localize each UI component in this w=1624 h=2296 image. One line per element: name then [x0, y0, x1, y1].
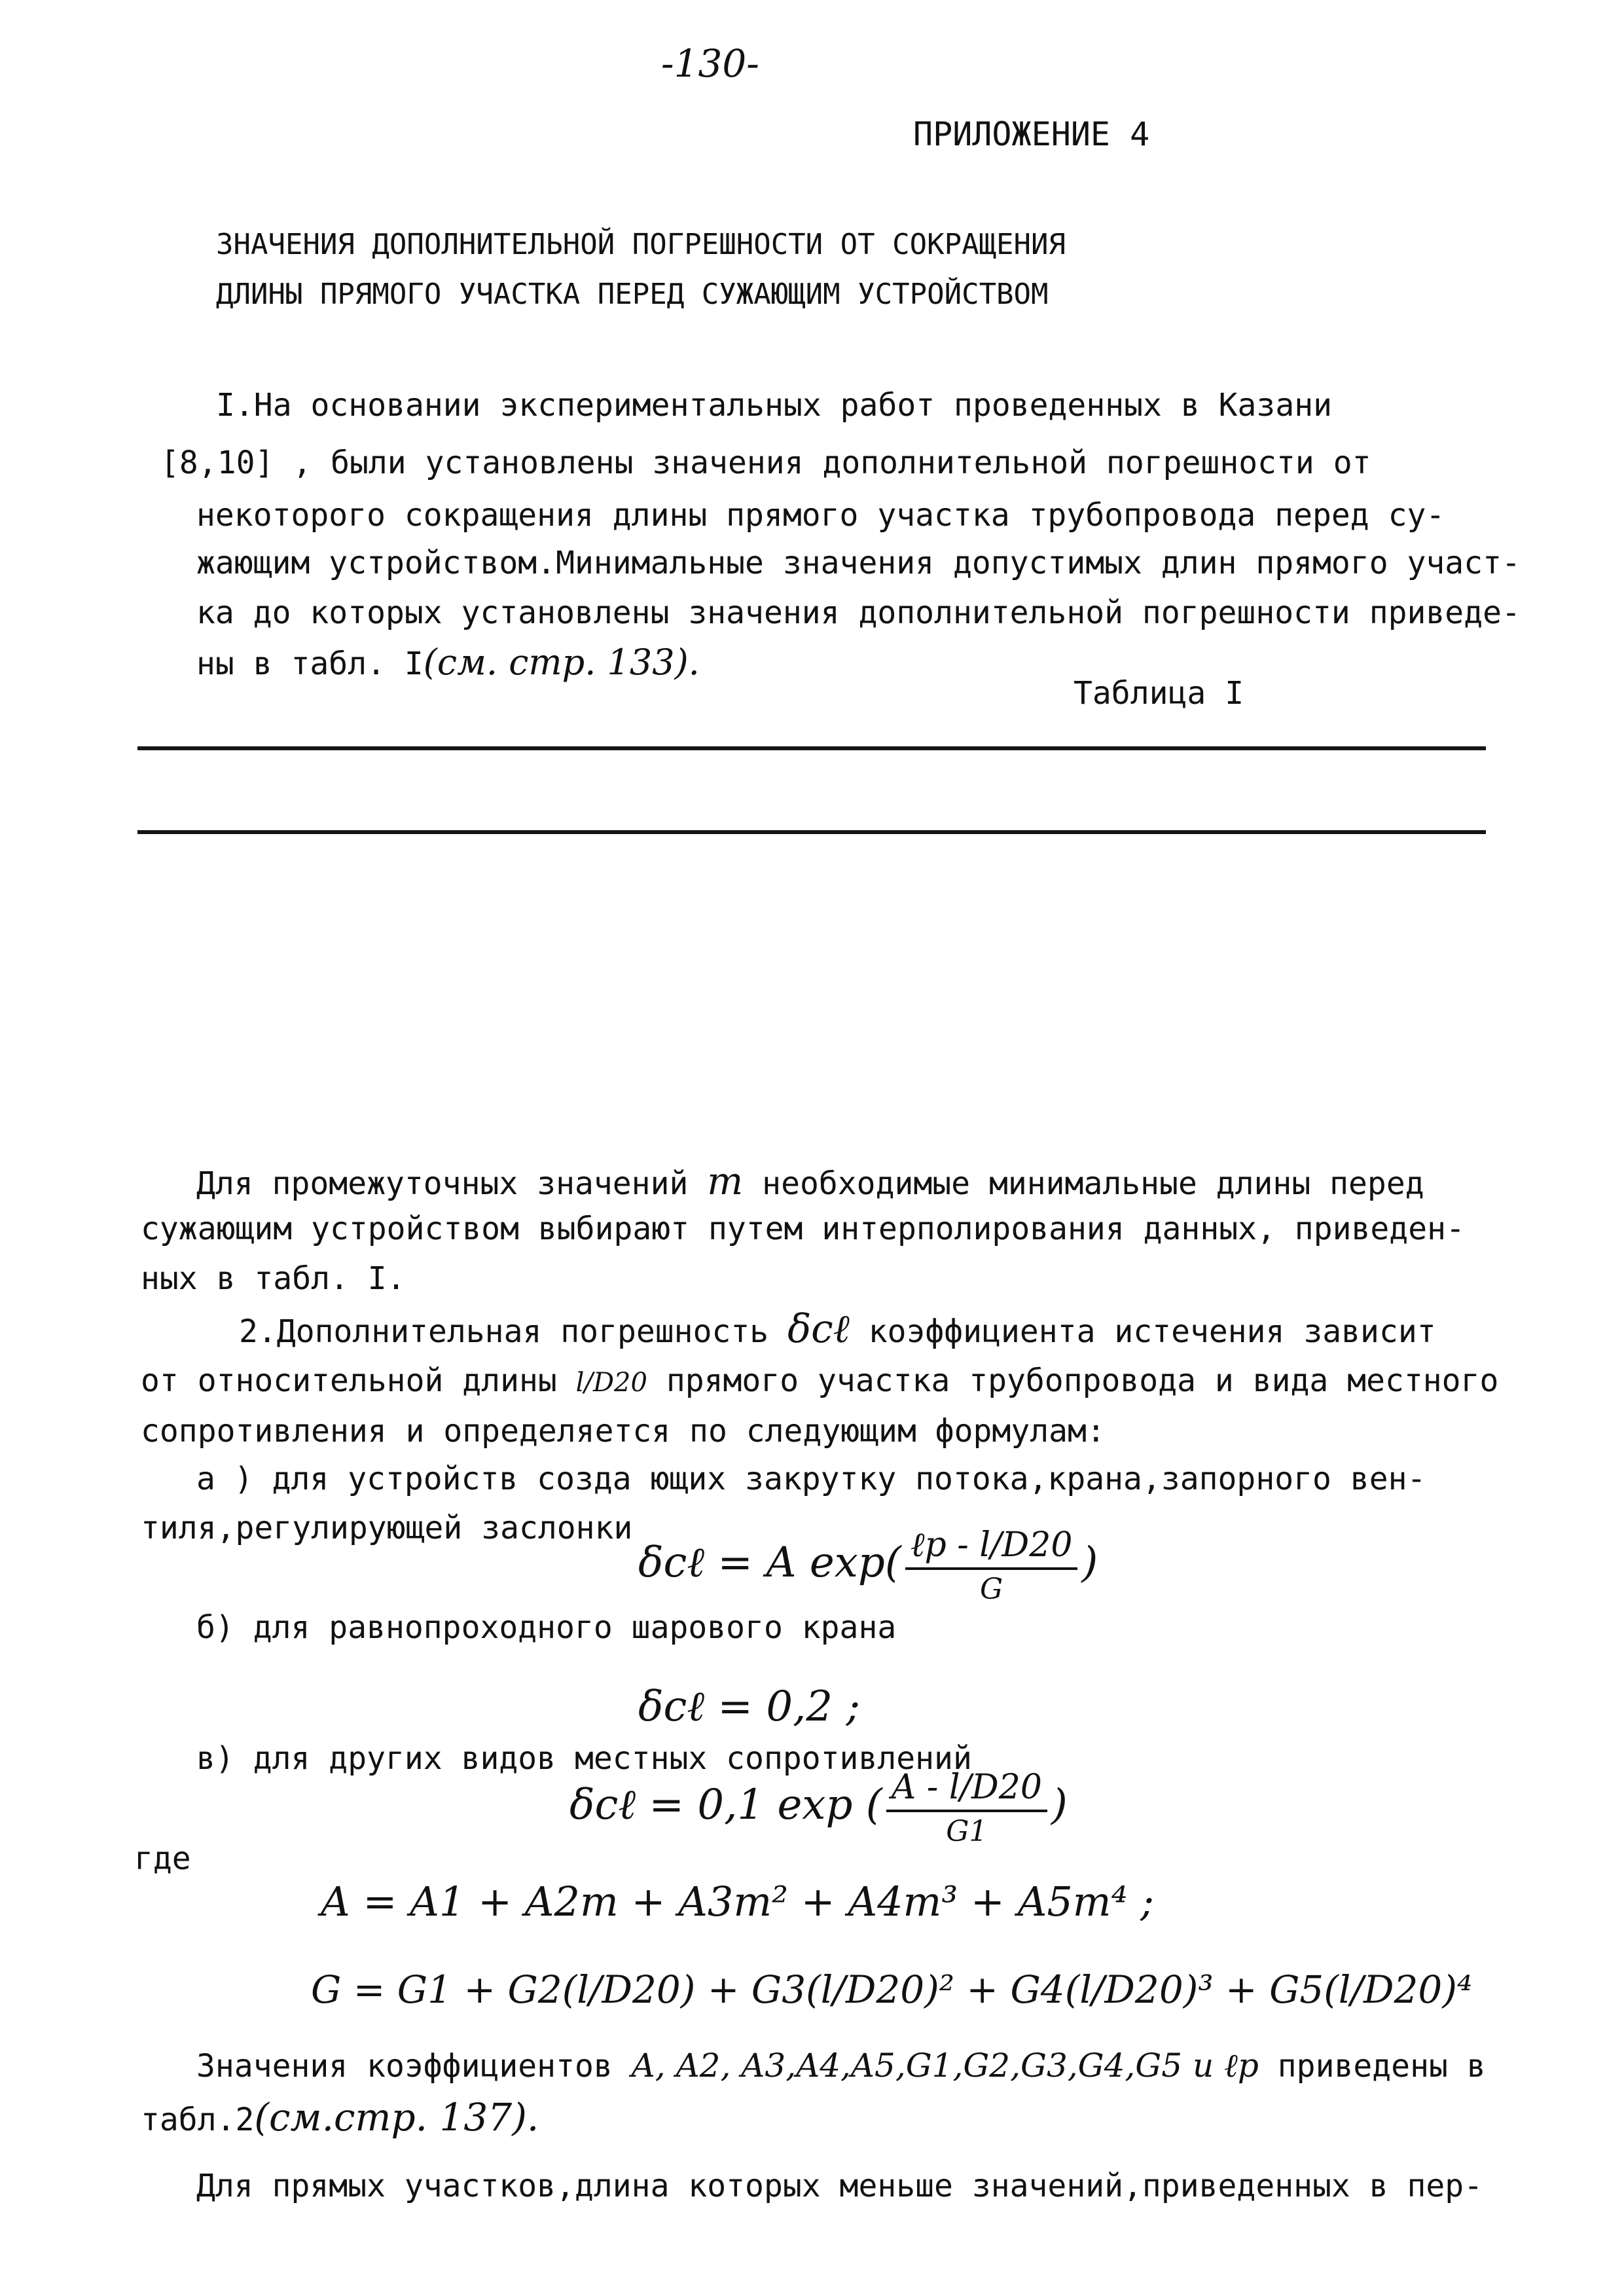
paragraph-1-line-2: [8,10] , были установлены значения дополнительной погрешности от: [160, 445, 1371, 481]
paragraph-1-line-5: ка до которых установлены значения дополнительной погрешности приведе-: [196, 594, 1521, 631]
formula-case-c-numerator: A - l/D20: [886, 1768, 1047, 1812]
coefficients-symbols: A, A2, A3,A4,A5,G1,G2,G3,G4,G5 и ℓр: [631, 2047, 1259, 2085]
formula-case-c-fraction: [886, 1768, 1047, 1848]
case-b-line: б) для равнопроходного шарового крана: [196, 1609, 897, 1646]
formula-A: A = A1 + A2m + A3m² + A4m³ + A5m⁴ ;: [321, 1878, 1155, 1925]
item-2-text-c: от относительной длины: [141, 1362, 557, 1399]
paragraph-1-line-4: жающим устройством.Минимальные значения допустимых длин прямого участ-: [196, 545, 1521, 581]
formula-case-a-denominator: G: [980, 1573, 1003, 1606]
item-2-line-1: [239, 1306, 1436, 1352]
coefficients-reference-handwritten: (см.стр. 137).: [254, 2095, 539, 2140]
formula-case-c: [569, 1768, 1068, 1848]
formula-G: G = G1 + G2(l/D20) + G3(l/D20)² + G4(l/D20)³ + G5(l/D20)⁴: [311, 1967, 1473, 2012]
page-title-line-2: ДЛИНЫ ПРЯМОГО УЧАСТКА ПЕРЕД СУЖАЮЩИМ УСТРОЙСТВОМ: [216, 278, 1049, 311]
formula-case-a-lhs: δcℓ = A exp(: [638, 1539, 901, 1587]
paragraph-2-line-1: [196, 1159, 1424, 1203]
paragraph-1-line-6-text: ны в табл. I: [196, 646, 424, 682]
m-symbol: m: [707, 1159, 744, 1203]
last-line: Для прямых участков,длина которых меньше значений,приведенных в пер-: [196, 2168, 1483, 2204]
case-a-line-2: тиля,регулирующей заслонки: [141, 1510, 633, 1546]
formula-case-a-rhs: ): [1081, 1539, 1098, 1587]
appendix-label: ПРИЛОЖЕНИЕ 4: [913, 115, 1150, 153]
item-2-text-b: коэффициента истечения зависит: [868, 1313, 1436, 1350]
coefficients-text-a: Значения коэффициентов: [196, 2048, 613, 2085]
page-reference-handwritten: (см. стр. 133).: [423, 642, 700, 683]
page-title-line-1: ЗНАЧЕНИЯ ДОПОЛНИТЕЛЬНОЙ ПОГРЕШНОСТИ ОТ СОКРАЩЕНИЯ: [216, 228, 1066, 261]
item-2-text-a: 2.Дополнительная погрешность: [239, 1313, 769, 1350]
case-c-line: в) для других видов местных сопротивлений: [196, 1740, 972, 1777]
paragraph-1-line-3: некоторого сокращения длины прямого участка трубопровода перед су-: [196, 497, 1445, 534]
table-top-rule: [137, 746, 1486, 750]
formula-case-b: δcℓ = 0,2 ;: [638, 1683, 861, 1731]
delta-symbol: δcℓ: [787, 1306, 850, 1352]
coefficients-line-2: [141, 2095, 539, 2140]
coefficients-line-1: [196, 2047, 1486, 2085]
paragraph-1-line-6: [196, 642, 700, 683]
formula-case-c-lhs: δcℓ = 0,1 exp (: [569, 1781, 882, 1829]
formula-case-a-fraction: [905, 1525, 1078, 1606]
formula-case-a: [638, 1525, 1098, 1606]
item-2-line-3: сопротивления и определяется по следующим формулам:: [141, 1413, 1106, 1449]
item-2-text-d: прямого участка трубопровода и вида местного: [666, 1362, 1499, 1399]
paragraph-2-text-a: Для промежуточных значений: [196, 1165, 689, 1202]
paragraph-2-line-3: ных в табл. I.: [141, 1260, 406, 1297]
case-a-line-1: а ) для устройств созда ющих закрутку потока,крана,запорного вен-: [196, 1461, 1426, 1497]
formula-case-a-numerator: ℓр - l/D20: [905, 1525, 1078, 1570]
paragraph-2-text-b: необходимые минимальные длины перед: [762, 1165, 1424, 1202]
table-caption: Таблица I: [1074, 675, 1244, 712]
coefficients-text-b: приведены в: [1277, 2048, 1486, 2085]
ratio-symbol: l/D20: [575, 1368, 647, 1398]
coefficients-text-c: табл.2: [141, 2102, 255, 2138]
where-label: где: [134, 1840, 191, 1877]
paragraph-2-line-2: сужающим устройством выбирают путем интерполирования данных, приведен-: [141, 1211, 1465, 1247]
page-number: -130-: [661, 41, 759, 86]
table-bottom-rule: [137, 830, 1486, 834]
formula-case-c-denominator: G1: [946, 1815, 988, 1848]
item-2-line-2: [141, 1362, 1499, 1399]
formula-case-c-rhs: ): [1051, 1781, 1068, 1829]
paragraph-1-line-1: I.На основании экспериментальных работ проведенных в Казани: [216, 387, 1333, 424]
